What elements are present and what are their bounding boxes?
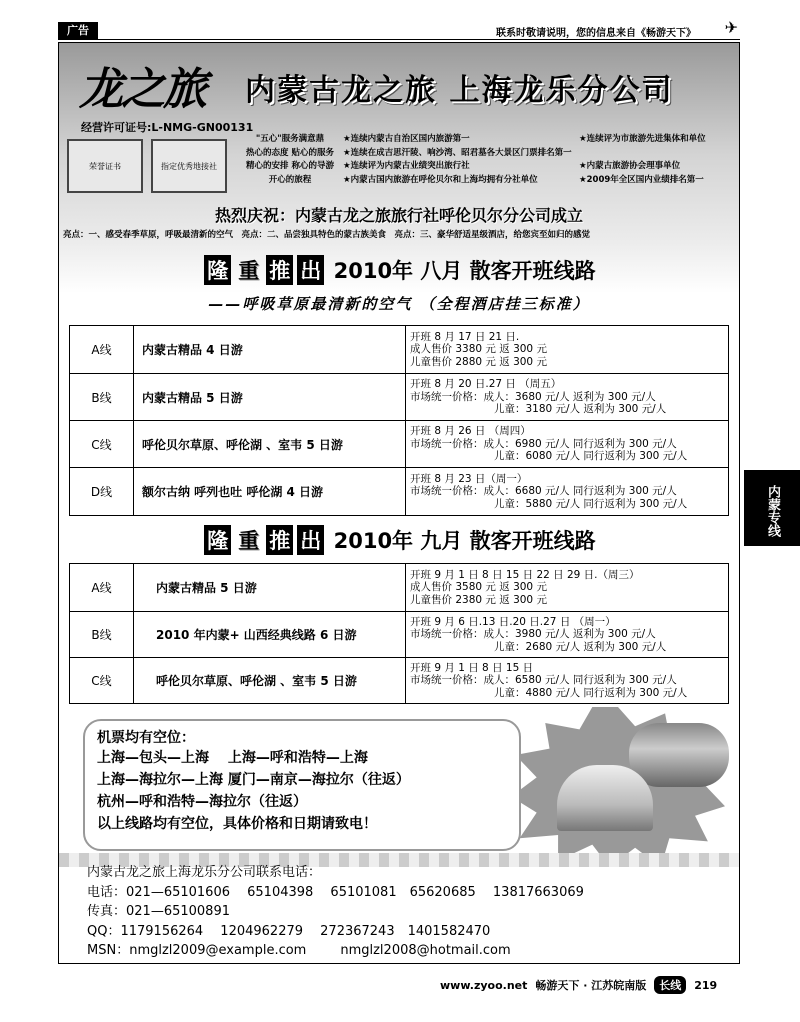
msn-row: MSN： nmglzl2009@example.com nmglzl2008@hotmail.com bbox=[87, 943, 511, 958]
flight-tickets-box bbox=[83, 719, 521, 851]
september-title: 2010年 九月 散客开班线路 bbox=[333, 529, 596, 553]
honors-list bbox=[237, 133, 737, 187]
certificates bbox=[67, 139, 227, 193]
honor-row: "五心"服务满意鼎 ★连续内蒙古自治区国内旅游第一 ★连续评为市旅游先进集体和单位 bbox=[255, 134, 706, 144]
license-number: 经营许可证号:L-NMG-GN00131 bbox=[81, 121, 254, 134]
side-tab: 内蒙专线 bbox=[744, 470, 800, 546]
grassland-photo bbox=[629, 723, 729, 787]
highlights-line: 亮点：一、感受春季草原，呼吸最清新的空气 亮点：二、品尝独具特色的蒙古族美食 亮点：三、豪华舒适星级酒店，给您宾至如归的感觉 bbox=[63, 230, 591, 240]
footer-site[interactable]: www.zyoo.net bbox=[440, 978, 528, 992]
page-number: 219 bbox=[694, 978, 718, 992]
table-row: C线 呼伦贝尔草原、呼伦湖 、室韦 5 日游 开班 9 月 1 日 8 日 15 日 市场统一价格：成人：6580 元/人 同行返利为 300 元/人 儿童：4880 元/人 同行返利为 300 元/人 bbox=[70, 658, 729, 704]
september-headline: 隆 重 推 出 2010年 九月 散客开班线路 bbox=[59, 525, 739, 555]
phone-row: 电话： 021—65101606 65104398 65101081 65620685 13817663069 bbox=[87, 884, 584, 900]
honor-row: 热心的态度 贴心的服务 ★连续在成吉思汗陵、响沙湾、昭君墓各大景区门票排名第一 bbox=[246, 147, 572, 158]
source-notice: 联系时敬请说明，您的信息来自《畅游天下》 bbox=[496, 28, 696, 39]
table-row: C线 呼伦贝尔草原、呼伦湖 、室韦 5 日游 开班 8 月 26 日 （周四） 市场统一价格：成人：6980 元/人 同行返利为 300 元/人 儿童：6080 元/人 同行返利为 300 元/人 bbox=[70, 421, 729, 468]
certificate-1: 荣誉证书 bbox=[67, 139, 143, 193]
honor-row: 精心的安排 称心的导游 ★连续评为内蒙古业绩突出旅行社 ★内蒙古旅游协会理事单位 bbox=[246, 161, 681, 171]
table-row: B线 2010 年内蒙+ 山西经典线路 6 日游 开班 9 月 6 日.13 日.20 日.27 日 （周一） 市场统一价格：成人：3980 元/人 返利为 300 元/人 儿童：2680 元/人 返利为 300 元/人 bbox=[70, 612, 729, 658]
top-bar bbox=[58, 18, 740, 40]
yurt-photo bbox=[557, 765, 653, 831]
certificate-2: 指定优秀地接社 bbox=[151, 139, 227, 193]
honor-row: 开心的旅程 ★内蒙古国内旅游在呼伦贝尔和上海均拥有分社单位 ★2009年全区国内业绩排名第一 bbox=[268, 174, 704, 185]
company-title: 内蒙古龙之旅 上海龙乐分公司 bbox=[245, 73, 674, 108]
footer-pill: 长线 bbox=[654, 976, 686, 994]
magazine-logo-icon: ✈ bbox=[724, 18, 738, 37]
ticket-note: 以上线路均有空位，具体价格和日期请致电！ bbox=[97, 816, 377, 832]
qq-row: QQ： 1179156264 1204962279 272367243 1401582470 bbox=[87, 923, 491, 939]
table-row: B线 内蒙古精品 5 日游 开班 8 月 20 日.27 日 （周五） 市场统一价格：成人：3680 元/人 返利为 300 元/人 儿童：3180 元/人 返利为 300 元/人 bbox=[70, 374, 729, 421]
ticket-route: 上海—包头—上海 上海—呼和浩特—上海 bbox=[97, 750, 368, 766]
table-row: A线 内蒙古精品 5 日游 开班 9 月 1 日 8 日 15 日 22 日 29 日.（周三） 成人售价 3580 元 返 300 元 儿童售价 2380 元 返 300 元 bbox=[70, 564, 729, 612]
table-row: D线 额尔古纳 呼列也吐 呼伦湖 4 日游 开班 8 月 23 日（周一） 市场统一价格：成人：6680 元/人 同行返利为 300 元/人 儿童：5880 元/人 同行返利为 300 元/人 bbox=[70, 468, 729, 516]
footer-magazine: 畅游天下 · 江苏皖南版 bbox=[535, 979, 647, 992]
september-routes-table bbox=[69, 563, 729, 704]
contact-title: 内蒙古龙之旅上海龙乐分公司联系电话： bbox=[87, 865, 322, 880]
advertisement bbox=[58, 42, 740, 964]
table-row: A线 内蒙古精品 4 日游 开班 8 月 17 日 21 日. 成人售价 3380 元 返 300 元 儿童售价 2880 元 返 300 元 bbox=[70, 326, 729, 374]
ticket-route: 上海—海拉尔—上海 厦门—南京—海拉尔（往返） bbox=[97, 772, 410, 788]
august-routes-table bbox=[69, 325, 729, 516]
august-headline: 隆 重 推 出 2010年 八月 散客开班线路 bbox=[59, 255, 739, 285]
august-title: 2010年 八月 散客开班线路 bbox=[333, 259, 596, 283]
contact-section bbox=[87, 863, 584, 961]
ticket-route: 杭州—呼和浩特—海拉尔（往返） bbox=[97, 794, 307, 810]
slogan: ——呼吸草原最清新的空气 （全程酒店挂三标准） bbox=[208, 295, 590, 313]
page-footer bbox=[440, 976, 717, 994]
tickets-title: 机票均有空位： bbox=[97, 730, 195, 746]
fax-row: 传真： 021—65100891 bbox=[87, 904, 230, 919]
celebrate-banner: 热烈庆祝：内蒙古龙之旅旅行社呼伦贝尔分公司成立 bbox=[214, 206, 583, 225]
ad-tag: 广告 bbox=[58, 22, 98, 40]
brand-logo: 龙之旅 bbox=[79, 64, 205, 115]
